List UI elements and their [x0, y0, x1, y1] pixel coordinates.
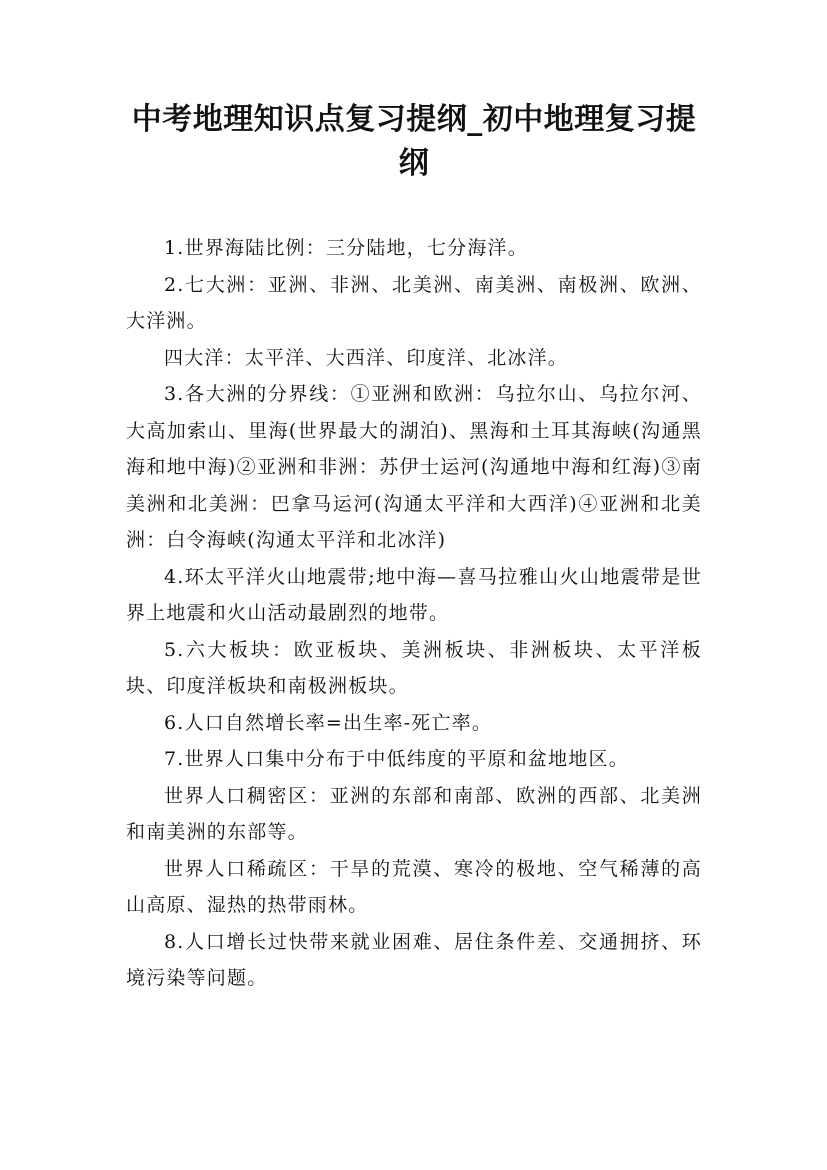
paragraph-1: 1.世界海陆比例：三分陆地，七分海洋。 [164, 237, 528, 259]
paragraph-2: 2.七大洲：亚洲、非洲、北美洲、南美洲、南极洲、欧洲、大洋洲。 [126, 273, 702, 332]
paragraph-5: 4.环太平洋火山地震带;地中海—喜马拉雅山火山地震带是世界上地震和火山活动最剧烈的地带。 [126, 565, 702, 624]
paragraph-10: 世界人口稀疏区：干旱的荒漠、寒冷的极地、空气稀薄的高山高原、湿热的热带雨林。 [126, 857, 702, 916]
paragraph-11: 8.人口增长过快带来就业困难、居住条件差、交通拥挤、环境污染等问题。 [126, 930, 702, 989]
document-body [126, 230, 702, 997]
paragraph-4: 3.各大洲的分界线：①亚洲和欧洲：乌拉尔山、乌拉尔河、大高加索山、里海(世界最大的湖泊)、黑海和土耳其海峡(沟通黑海和地中海)②亚洲和非洲：苏伊士运河(沟通地中海和红海)③南美洲和北美洲：巴拿马运河(沟通太平洋和大西洋)④亚洲和北美洲：白令海峡(沟通太平洋和北冰洋) [126, 383, 702, 551]
paragraph-7: 6.人口自然增长率=出生率-死亡率。 [164, 711, 493, 734]
paragraph-9: 世界人口稠密区：亚洲的东部和南部、欧洲的西部、北美洲和南美洲的东部等。 [126, 784, 702, 843]
paragraph-8: 7.世界人口集中分布于中低纬度的平原和盆地地区。 [164, 748, 629, 770]
document-title: 中考地理知识点复习提纲_初中地理复习提纲 [131, 102, 697, 181]
paragraph-6: 5.六大板块：欧亚板块、美洲板块、非洲板块、太平洋板块、印度洋板块和南极洲板块。 [126, 638, 702, 697]
paragraph-3: 四大洋：太平洋、大西洋、印度洋、北冰洋。 [164, 346, 569, 369]
